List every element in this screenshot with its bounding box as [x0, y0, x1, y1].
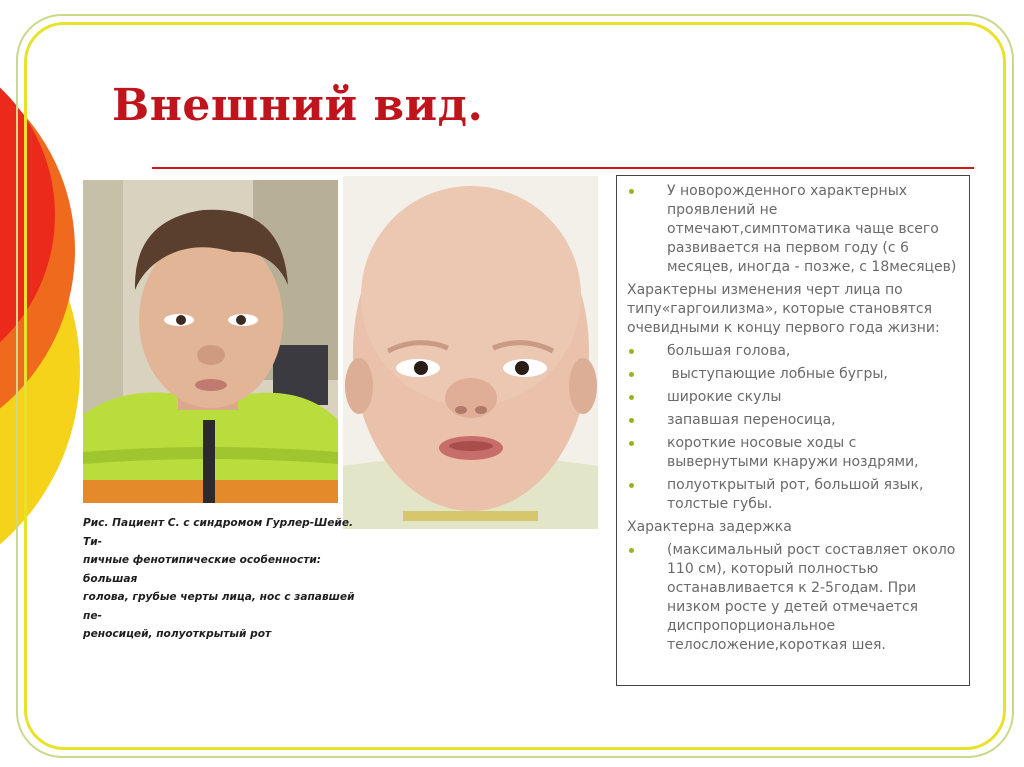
- title-underline: [152, 167, 974, 169]
- list-item: большая голова,: [627, 342, 961, 361]
- features-list: [627, 342, 961, 514]
- intro-list: [627, 182, 961, 277]
- figure-caption: [83, 514, 355, 644]
- list-item: запавшая переносица,: [627, 411, 961, 430]
- patient-photo-2: [343, 176, 598, 529]
- list-item: (максимальный рост составляет около 110 см), который полностью останавливается к 2-5годам. При низком росте у детей отмечается диспропорциональное телосложение,короткая шея.: [627, 541, 961, 655]
- list-item: широкие скулы: [627, 388, 961, 407]
- description-textbox: [616, 175, 970, 686]
- list-item: У новорожденного характерных проявлений не отмечают,симптоматика чаще всего развивается на первом году (с 6 месяцев, иногда - позже, с 18месяцев): [627, 182, 961, 277]
- list-item: полуоткрытый рот, большой язык, толстые губы.: [627, 476, 961, 514]
- caption-line: реносицей, полуоткрытый рот: [83, 628, 272, 640]
- paragraph: Характерны изменения черт лица по типу«гаргоилизма», которые становятся очевидными к концу первого года жизни:: [627, 282, 940, 336]
- slide-title: Внешний вид.: [112, 80, 484, 131]
- patient-photo-1: [83, 180, 338, 503]
- caption-line: Рис. Пациент С. с синдромом Гурлер-Шейе. Ти-: [83, 517, 354, 548]
- growth-list: [627, 541, 961, 655]
- list-item: выступающие лобные бугры,: [627, 365, 961, 384]
- caption-line: голова, грубые черты лица, нос с запавшей пе-: [83, 591, 355, 622]
- list-item: короткие носовые ходы с вывернутыми кнаружи ноздрями,: [627, 434, 961, 472]
- paragraph: Характерна задержка: [627, 519, 792, 535]
- caption-line: пичные фенотипические особенности: большая: [83, 554, 322, 585]
